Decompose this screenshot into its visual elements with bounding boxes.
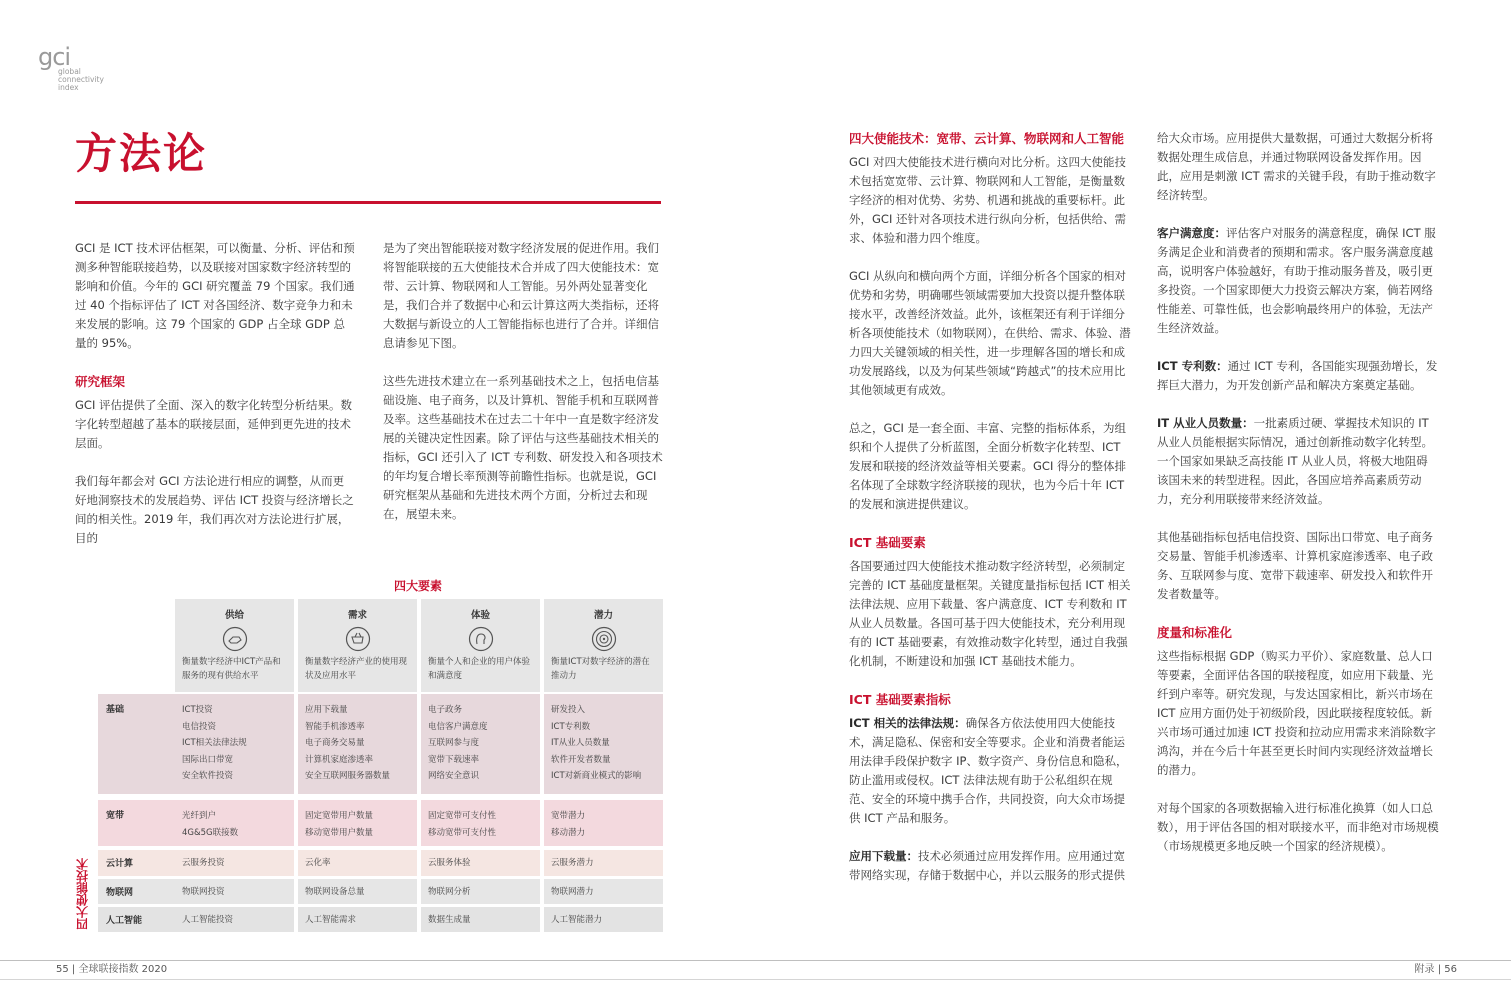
logo-line-1: global	[58, 67, 81, 76]
diagram-cell: 数据生成量	[421, 907, 540, 932]
diagram-cell: ICT投资 电信投资 ICT相关法律法规 国际出口带宽 安全软件投资	[175, 694, 294, 794]
app-downloads-text: 技术必须通过应用发挥作用。应用通过宽带网络实现，存储于数据中心，并以云服务的形式提供	[849, 849, 1125, 882]
page-title: 方法论	[75, 129, 208, 178]
conversion-paragraph: 对每个国家的各项数据输入进行标准化换算（如人口总数），用于评估各国的相对联接水平，而非绝对市场规模（市场规模更多地反映一个国家的经济规模）。	[1157, 801, 1439, 853]
diagram-row-label: 云计算	[98, 850, 175, 876]
diagram-header-name: 潜力	[593, 610, 613, 621]
footer-separator-right: |	[1437, 964, 1445, 975]
diagram-cell: 物联网投资	[175, 879, 294, 904]
intro-paragraph: GCI 是 ICT 技术评估框架，可以衡量、分析、评估和预测多种智能联接趋势，以及联接对国家数字经济转型的影响和价值。今年的 GCI 研究覆盖 79 个国家。我们通过 40 个指标评估了 ICT 对各国经济、数字竞争力和未来发展的影响。这 79 个国家的 GDP 占全球 GDP 总量的 95%。	[75, 241, 355, 350]
normalization-paragraph: 这些指标根据 GDP（购买力平价）、家庭数量、总人口等要素，全面评估各国的联接程度，如应用下载量、光纤到户率等。研究发现，与发达国家相比，新兴市场在 ICT 应用方面仍处于初级阶段，因此联接程度较低。新兴市场可通过加速 ICT 投资和拉动应用需求来消除数字鸿沟，并在今后十年甚至更长时间内实现经济效益增长的潜力。	[1157, 649, 1436, 777]
diagram-header-2	[298, 599, 417, 692]
report-title: 全球联接指数 2020	[78, 964, 168, 975]
patents-paragraph	[1157, 357, 1439, 395]
diagram-row-label: 人工智能	[98, 907, 175, 932]
diagram-cell: 云化率	[298, 850, 417, 876]
gci-logo	[38, 43, 118, 94]
diagram-cell: 固定宽带可支付性 移动宽带可支付性	[421, 800, 540, 846]
diagram-header-1	[175, 599, 294, 692]
diagram-header-4	[544, 599, 663, 692]
diagram-cell: 云服务潜力	[544, 850, 663, 876]
logo-line-2: connectivity	[58, 75, 104, 84]
diagram-cell: 电子政务 电信客户满意度 互联网参与度 宽带下载速率 网络安全意识	[421, 694, 540, 794]
appendix-label: 附录	[1414, 964, 1435, 975]
diagram-cell: 研发投入 ICT专利数 IT从业人员数量 软件开发者数量 ICT对新商业模式的影响	[544, 694, 663, 794]
footer-rule	[0, 960, 1511, 961]
diagram-title: 四大要素	[393, 579, 442, 593]
term-satisfaction: 客户满意度：	[1157, 226, 1226, 240]
diagram-row-label: 基础	[98, 694, 175, 794]
title-rule	[75, 201, 661, 204]
diagram-cell: 人工智能潜力	[544, 907, 663, 932]
diagram-row-label: 物联网	[98, 879, 175, 904]
section-heading-research-framework: 研究框架	[75, 374, 126, 389]
diagram-cell: 光纤到户 4G&5G联接数	[175, 800, 294, 846]
app-downloads-paragraph	[849, 847, 1131, 885]
diagram-header-desc: 衡量个人和企业的用户体验和满意度	[428, 657, 531, 681]
text-column-2	[383, 239, 663, 543]
text-column-4	[1157, 129, 1439, 875]
diagram-vertical-label: 四大使能技术	[75, 858, 90, 930]
diagram-header-3	[421, 599, 540, 692]
diagram-cell: 云服务体验	[421, 850, 540, 876]
diagram-cell: 物联网潜力	[544, 879, 663, 904]
foundation-paragraph: 这些先进技术建立在一系列基础技术之上，包括电信基础设施、电子商务，以及计算机、智能手机和互联网普及率。这些基础技术在过去二十年中一直是数字经济发展的关键决定性因素。除了评估与这些基础技术相关的指标，GCI 还引入了 ICT 专利数、研发投入和各项技术的年均复合增长率预测等前瞻性指标。也就是说，GCI 研究框架从基础和先进技术两个方面，分析过去和现在，展望未来。	[383, 374, 663, 521]
diagram-header-name: 需求	[347, 610, 367, 621]
apps-continuation-paragraph: 给大众市场。应用提供大量数据，可通过大数据分析将数据处理生成信息，并通过物联网设备发挥作用。因此，应用是刺激 ICT 需求的关键手段，有助于推动数字经济转型。	[1157, 131, 1436, 202]
text-column-3	[849, 129, 1131, 904]
footer-right	[1415, 962, 1457, 978]
term-ict-law: ICT 相关的法律法规：	[849, 716, 966, 730]
page-number-right: 56	[1444, 964, 1457, 975]
diagram-cell: 人工智能投资	[175, 907, 294, 932]
term-it-workers: IT 从业人员数量：	[1157, 416, 1254, 430]
ict-law-text: 确保各方依法使用四大使能技术，满足隐私、保密和安全等要求。企业和消费者能运用法律手段保护数字 IP、数字资产、身份信息和隐私，防止滥用或侵权。ICT 法律法规有助于公私组织在规范、安全的环境中携手合作，共同投资，向大众市场提供 ICT 产品和服务。	[849, 716, 1128, 825]
diagram-header-desc: 衡量ICT对数字经济的潜在推动力	[551, 657, 650, 681]
logo-line-3: index	[58, 83, 79, 92]
satisfaction-text: 评估客户对服务的满意程度，确保 ICT 服务满足企业和消费者的预期和需求。客户服务满意度越高，说明客户体验越好，有助于推动服务普及，吸引更多投资。一个国家即便大力投资云解决方案，倘若网络性能差、可靠性低，也会影响最终用户的体验，无法产生经济效益。	[1157, 226, 1436, 335]
footer-separator-left: |	[71, 964, 79, 975]
diagram-cell: 物联网分析	[421, 879, 540, 904]
term-patents: ICT 专利数：	[1157, 359, 1228, 373]
section-heading-ict-indicators: ICT 基础要素指标	[849, 692, 951, 707]
it-workers-text: 一批素质过硬、掌握技术知识的 IT 从业人员能根据实际情况，通过创新推动数字化转型。一个国家如果缺乏高技能 IT 从业人员，将极大地阻碍该国未来的转型进程。因此，各国应培养高素质劳动力，充分利用联接带来经济效益。	[1157, 416, 1433, 506]
potential-icon	[591, 626, 617, 652]
summary-paragraph: 总之，GCI 是一套全面、丰富、完整的指标体系，为组织和个人提供了分析蓝图，全面分析数字化转型、ICT 发展和联接的经济效益等相关要素。GCI 得分的整体排名体现了全球数字经济联接的现状，也为今后十年 ICT 的发展和演进提供建议。	[849, 421, 1126, 511]
section-heading-four-enablers: 四大使能技术：宽带、云计算、物联网和人工智能	[849, 131, 1125, 146]
diagram-cell: 固定宽带用户数量 移动宽带用户数量	[298, 800, 417, 846]
satisfaction-paragraph	[1157, 224, 1439, 338]
ict-law-paragraph	[849, 714, 1131, 828]
footer-rule-bottom	[0, 979, 1511, 980]
analysis-paragraph: GCI 从纵向和横向两个方面，详细分析各个国家的相对优势和劣势，明确哪些领域需要加大投资以提升整体联接水平，改善经济效益。此外，该框架还有利于详细分析各项使能技术（如物联网），在供给、需求、体验、潜力四大关键领域的相关性，进一步理解各国的增长和成功发展路线，以及为何某些领域“跨越式”的技术应用比其他领域更有成效。	[849, 269, 1131, 397]
diagram-cell: 云服务投资	[175, 850, 294, 876]
text-column-1	[75, 239, 355, 567]
page-number-left: 55	[56, 964, 69, 975]
enablers-intro-paragraph: GCI 对四大使能技术进行横向对比分析。这四大使能技术包括宽宽带、云计算、物联网和人工智能，是衡量数字经济的相对优势、劣势、机遇和挑战的重要标杆。此外，GCI 还针对各项技术进行纵向分析，包括供给、需求、体验和潜力四个维度。	[849, 155, 1126, 245]
diagram-cell: 人工智能需求	[298, 907, 417, 932]
diagram-cell: 宽带潜力 移动潜力	[544, 800, 663, 846]
diagram-cell: 应用下载量 智能手机渗透率 电子商务交易量 计算机家庭渗透率 安全互联网服务器数量	[298, 694, 417, 794]
experience-icon	[468, 626, 494, 652]
footer-left	[56, 962, 167, 978]
ict-basics-paragraph: 各国要通过四大使能技术推动数字经济转型，必须制定完善的 ICT 基础度量框架。关键度量指标包括 ICT 相关法律法规、应用下载量、客户满意度、ICT 专利数和 IT 从业人员数量。各国可基于四大使能技术，充分利用现有的 ICT 基础要素，有效推动数字化转型，通过自我强化机制，不断建设和加强 ICT 基础技术能力。	[849, 559, 1131, 668]
term-app-downloads: 应用下载量：	[849, 849, 918, 863]
patents-text: 通过 ICT 专利，各国能实现强劲增长，发挥巨大潜力，为开发创新产品和解决方案奠定基础。	[1157, 359, 1438, 392]
logo-mark: gci	[38, 43, 71, 71]
adjustment-paragraph: 我们每年都会对 GCI 方法论进行相应的调整，从而更好地洞察技术的发展趋势、评估 ICT 投资与经济增长之间的相关性。2019 年，我们再次对方法论进行扩展，目的	[75, 474, 354, 545]
framework-paragraph: GCI 评估提供了全面、深入的数字化转型分析结果。数字化转型超越了基本的联接层面，延伸到更先进的技术层面。	[75, 398, 352, 450]
supply-icon	[222, 626, 248, 652]
diagram-header-name: 供给	[224, 610, 244, 621]
diagram-header-desc: 衡量数字经济产业的使用现状及应用水平	[305, 657, 408, 681]
section-heading-normalization: 度量和标准化	[1157, 625, 1233, 640]
other-indicators-paragraph: 其他基础指标包括电信投资、国际出口带宽、电子商务交易量、智能手机渗透率、计算机家庭渗透率、电子政务、互联网参与度、宽带下载速率、研发投入和软件开发者数量等。	[1157, 530, 1433, 601]
enablers-paragraph: 是为了突出智能联接对数字经济发展的促进作用。我们将智能联接的五大使能技术合并成了四大使能技术：宽带、云计算、物联网和人工智能。另外两处显著变化是，我们合并了数据中心和云计算这两大类指标，还将大数据与新设立的人工智能指标也进行了合并。详细信息请参见下图。	[383, 241, 659, 350]
diagram-cell: 物联网设备总量	[298, 879, 417, 904]
section-heading-ict-basics: ICT 基础要素	[849, 535, 926, 550]
diagram-row-label: 宽带	[98, 800, 175, 846]
demand-icon	[345, 626, 371, 652]
it-workers-paragraph	[1157, 414, 1439, 509]
diagram-header-desc: 衡量数字经济中ICT产品和服务的现有供给水平	[182, 657, 281, 681]
diagram-header-name: 体验	[470, 610, 490, 621]
